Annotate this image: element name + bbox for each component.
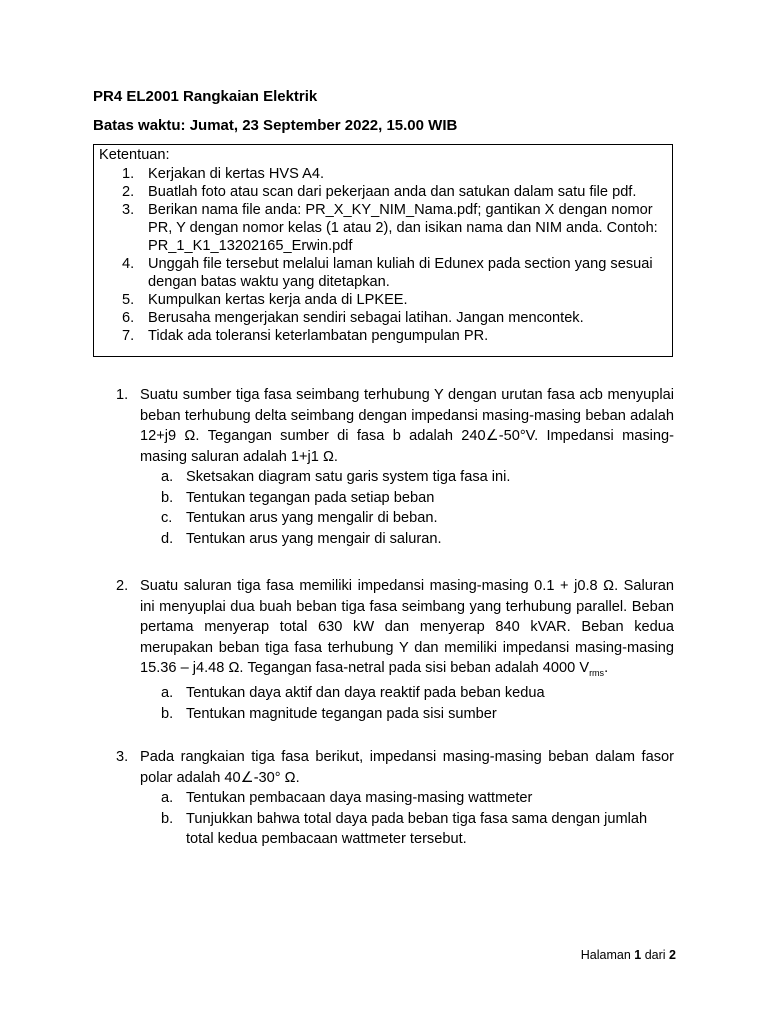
sub-question xyxy=(161,529,674,550)
sub-question xyxy=(161,508,674,529)
rule-number: 1. xyxy=(122,166,135,182)
page-footer xyxy=(581,948,676,962)
sub-question xyxy=(161,683,674,704)
question-number: 2. xyxy=(116,578,129,594)
sub-question xyxy=(161,788,674,809)
sub-text: Tentukan pembacaan daya masing-masing wattmeter xyxy=(186,790,533,806)
sub-question xyxy=(161,809,674,850)
sub-text: Tunjukkan bahwa total daya pada beban tiga fasa sama dengan jumlah total kedua pembacaan wattmeter tersebut. xyxy=(186,810,648,847)
rule-text: Berikan nama file anda: PR_X_KY_NIM_Nama.pdf; gantikan X dengan nomor PR, Y dengan nomor kelas (1 atau 2), dan isikan nama dan NIM anda. Contoh: PR_1_K1_13202165_Erwin.pdf xyxy=(148,202,658,254)
question-2 xyxy=(116,576,674,724)
rule-item xyxy=(94,183,662,201)
rule-number: 2. xyxy=(122,184,135,200)
sub-text: Tentukan daya aktif dan daya reaktif pada beban kedua xyxy=(186,685,545,702)
sub-question xyxy=(161,488,674,509)
question-text: Suatu sumber tiga fasa seimbang terhubung Y dengan urutan fasa acb menyuplai beban terhubung delta seimbang dengan impedansi masing-masing beban adalah 12+j9 Ω. Tegangan sumber di fasa b adalah 240∠-50°V. Impedansi masing-masing saluran adalah 1+j1 Ω. xyxy=(140,387,674,465)
rule-item xyxy=(94,327,662,345)
rule-text: Berusaha mengerjakan sendiri sebagai latihan. Jangan mencontek. xyxy=(148,310,584,326)
rules-box xyxy=(93,144,673,357)
question-text xyxy=(140,576,674,683)
rule-text: Buatlah foto atau scan dari pekerjaan anda dan satukan dalam satu file pdf. xyxy=(148,184,637,200)
sub-label: a. xyxy=(161,469,174,485)
rule-item xyxy=(94,291,662,309)
rule-item xyxy=(94,165,662,183)
sub-text: Sketsakan diagram satu garis system tiga fasa ini. xyxy=(186,469,511,485)
question-end: . xyxy=(604,660,609,676)
rule-item xyxy=(94,255,662,291)
rule-text: Unggah file tersebut melalui laman kuliah di Edunex pada section yang sesuai dengan batas waktu yang ditetapkan. xyxy=(148,256,653,290)
sub-label: b. xyxy=(161,705,174,722)
sub-label: d. xyxy=(161,530,174,547)
sub-question xyxy=(161,467,674,488)
document-title: PR4 EL2001 Rangkaian Elektrik xyxy=(93,88,318,105)
question-1 xyxy=(116,385,674,549)
deadline-text: Batas waktu: Jumat, 23 September 2022, 15.00 WIB xyxy=(93,117,458,134)
sub-label: b. xyxy=(161,810,174,827)
footer-middle: dari xyxy=(644,948,666,962)
sub-text: Tentukan arus yang mengair di saluran. xyxy=(186,530,442,547)
rule-number: 7. xyxy=(122,328,135,344)
sub-text: Tentukan magnitude tegangan pada sisi sumber xyxy=(186,705,497,722)
rule-text: Kumpulkan kertas kerja anda di LPKEE. xyxy=(148,292,408,308)
sub-text: Tentukan tegangan pada setiap beban xyxy=(186,489,435,506)
footer-prefix: Halaman xyxy=(580,948,631,962)
question-text: Pada rangkaian tiga fasa berikut, impedansi masing-masing beban dalam fasor polar adalah 40∠-30° Ω. xyxy=(140,749,674,786)
sub-label: c. xyxy=(161,510,173,526)
rules-heading: Ketentuan: xyxy=(99,147,170,163)
question-number: 1. xyxy=(116,387,129,403)
current-page: 1 xyxy=(634,948,642,962)
question-body: Suatu saluran tiga fasa memiliki impedansi masing-masing 0.1 + j0.8 Ω. Saluran ini menyuplai dua buah beban tiga fasa seimbang yang terhubung parallel. Beban pertama menyerap total 630 kW dan menyerap 840 kVAR. Beban kedua merupakan beban tiga fasa terhubung Y dan memiliki impedansi masing-masing 15.36 – j4.48 Ω. Tegangan fasa-netral pada sisi beban adalah 4000 V xyxy=(140,578,674,676)
rule-number: 4. xyxy=(122,256,135,272)
rule-number: 3. xyxy=(122,202,135,218)
sub-label: a. xyxy=(161,685,174,702)
sub-label: a. xyxy=(161,790,174,806)
rms-subscript: rms xyxy=(589,667,605,678)
total-pages: 2 xyxy=(669,948,676,962)
rules-list xyxy=(94,165,662,345)
rule-number: 6. xyxy=(122,310,135,326)
question-3 xyxy=(116,747,674,850)
rule-item xyxy=(94,309,662,327)
rule-item xyxy=(94,201,662,255)
sub-label: b. xyxy=(161,489,174,506)
sub-question xyxy=(161,704,674,725)
rule-text: Kerjakan di kertas HVS A4. xyxy=(148,166,325,182)
rule-text: Tidak ada toleransi keterlambatan pengumpulan PR. xyxy=(148,328,489,344)
rule-number: 5. xyxy=(122,292,135,308)
question-number: 3. xyxy=(116,749,129,765)
sub-text: Tentukan arus yang mengalir di beban. xyxy=(186,510,438,526)
